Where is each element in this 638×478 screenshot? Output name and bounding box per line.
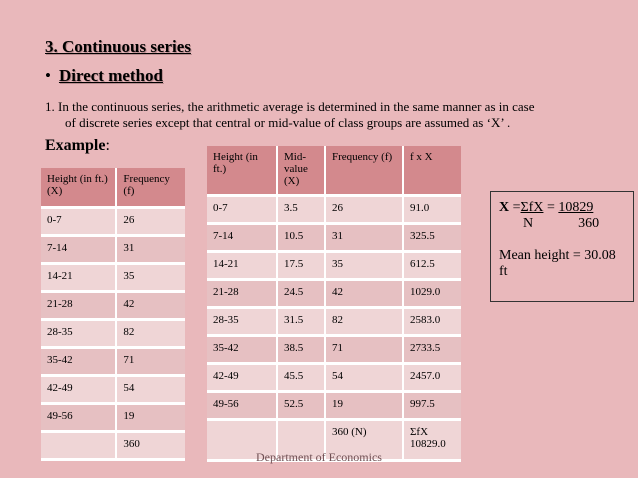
table-row [207, 224, 461, 252]
table-row [207, 280, 461, 308]
cell: 2457.0 [403, 364, 461, 392]
cell: 91.0 [403, 196, 461, 224]
formula-denominator-line [499, 216, 625, 232]
table-row [207, 392, 461, 420]
paragraph-line-1: 1. In the continuous series, the arithmetic average is determined in the same manner as in case [45, 99, 535, 114]
explanation-paragraph [45, 99, 635, 131]
section-heading: 3. Continuous series [45, 37, 191, 56]
cell: 7-14 [41, 236, 116, 264]
header-frequency: Frequency (f) [116, 168, 185, 208]
calculation-table [207, 146, 461, 462]
cell: 1029.0 [403, 280, 461, 308]
cell: 0-7 [207, 196, 277, 224]
cell: 26 [116, 208, 185, 236]
table-row [41, 292, 185, 320]
method-bullet [45, 66, 163, 86]
cell: 52.5 [277, 392, 325, 420]
numerator-value: 10829 [558, 200, 594, 215]
equals-sign: = [543, 200, 559, 215]
cell: 42 [325, 280, 403, 308]
cell: 82 [325, 308, 403, 336]
mean-symbol: X [499, 200, 510, 215]
formula-numerator-line [499, 200, 625, 216]
cell: 71 [116, 348, 185, 376]
mean-formula-box [490, 191, 634, 302]
table-row [41, 320, 185, 348]
header-height: Height (in ft.) (X) [41, 168, 116, 208]
table-row [41, 208, 185, 236]
table-row [207, 252, 461, 280]
cell: 82 [116, 320, 185, 348]
cell: 325.5 [403, 224, 461, 252]
cell: 21-28 [207, 280, 277, 308]
table-header-row [207, 146, 461, 196]
cell: 14-21 [207, 252, 277, 280]
numerator-symbol: ΣfX [520, 200, 544, 215]
cell: 2583.0 [403, 308, 461, 336]
cell: 997.5 [403, 392, 461, 420]
cell: 35-42 [41, 348, 116, 376]
header-frequency: Frequency (f) [325, 146, 403, 196]
cell: 28-35 [207, 308, 277, 336]
table-header-row [41, 168, 185, 208]
cell: 26 [325, 196, 403, 224]
paragraph-line-2: of discrete series except that central or mid-value of class groups are assumed as ‘X’ . [65, 115, 511, 130]
cell: 42-49 [207, 364, 277, 392]
example-label [45, 137, 110, 155]
cell: 7-14 [207, 224, 277, 252]
table-row [207, 308, 461, 336]
example-colon: : [105, 137, 110, 154]
denominator-symbol: N [523, 216, 534, 231]
table-row [41, 264, 185, 292]
mean-result: Mean height = 30.08 ft [499, 248, 616, 279]
cell: 31 [116, 236, 185, 264]
table-row [41, 236, 185, 264]
table-row [41, 404, 185, 432]
header-height: Height (in ft.) [207, 146, 277, 196]
cell: 0-7 [41, 208, 116, 236]
total-frequency: 360 [116, 432, 185, 460]
cell: 35 [116, 264, 185, 292]
cell: 42 [116, 292, 185, 320]
equals-sign: = [509, 200, 521, 215]
cell: 54 [116, 376, 185, 404]
cell: 31 [325, 224, 403, 252]
cell: 71 [325, 336, 403, 364]
cell: 10.5 [277, 224, 325, 252]
header-mid-value: Mid-value (X) [277, 146, 325, 196]
header-fx: f x X [403, 146, 461, 196]
table-row [207, 196, 461, 224]
cell: 42-49 [41, 376, 116, 404]
denominator-value: 360 [578, 216, 600, 231]
cell: 35 [325, 252, 403, 280]
cell: 38.5 [277, 336, 325, 364]
cell: 612.5 [403, 252, 461, 280]
bullet-dot: • [45, 66, 51, 85]
cell: 31.5 [277, 308, 325, 336]
cell: 21-28 [41, 292, 116, 320]
cell: 19 [325, 392, 403, 420]
cell: 35-42 [207, 336, 277, 364]
cell: 45.5 [277, 364, 325, 392]
cell: 49-56 [207, 392, 277, 420]
example-word: Example [45, 137, 106, 154]
table-row [41, 376, 185, 404]
cell: 24.5 [277, 280, 325, 308]
frequency-table [41, 168, 185, 461]
cell: 2733.5 [403, 336, 461, 364]
table-row [207, 336, 461, 364]
sum-fx-symbol: ΣfX [410, 426, 429, 438]
table-row [207, 364, 461, 392]
footer-text: Department of Economics [256, 450, 382, 464]
cell: 17.5 [277, 252, 325, 280]
method-label: Direct method [58, 66, 163, 85]
cell: 14-21 [41, 264, 116, 292]
total-frequency: 360 (N) [325, 420, 403, 461]
cell: 19 [116, 404, 185, 432]
cell: 49-56 [41, 404, 116, 432]
sum-fx-value: 10829.0 [410, 438, 446, 450]
cell: 28-35 [41, 320, 116, 348]
cell: 54 [325, 364, 403, 392]
cell: 3.5 [277, 196, 325, 224]
table-row [41, 348, 185, 376]
